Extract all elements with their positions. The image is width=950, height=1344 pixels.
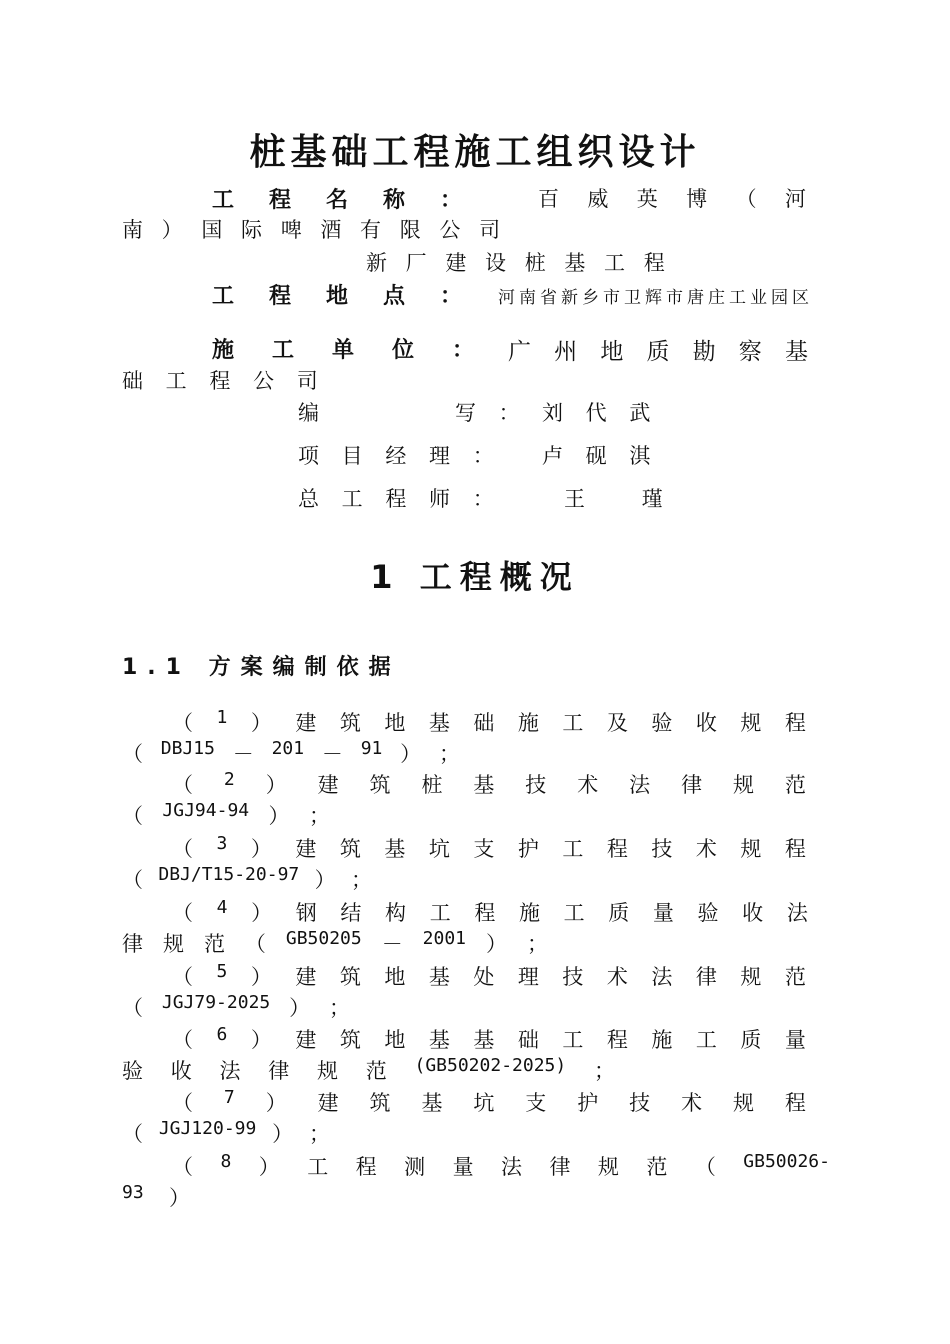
basis-token: 护 <box>517 837 539 861</box>
basis-item-line1 <box>172 897 808 927</box>
basis-token: － <box>381 932 403 956</box>
basis-token: 基 <box>473 1028 495 1052</box>
basis-item-line2 <box>122 928 548 958</box>
basis-token: 钢 <box>295 901 317 925</box>
contractor-value-line1: 广 州 地 质 勘 察 基 <box>508 339 808 365</box>
basis-token: GB50026- <box>743 1151 830 1172</box>
basis-token: － <box>232 742 254 766</box>
basis-token: 础 <box>517 1028 539 1052</box>
basis-token: 程 <box>474 901 496 925</box>
basis-token: ） <box>486 932 507 956</box>
basis-token: 施 <box>651 1028 673 1052</box>
basis-token: 验 <box>697 901 719 925</box>
basis-token: 结 <box>340 901 362 925</box>
basis-token: ） <box>289 996 311 1020</box>
basis-token: 收 <box>742 901 764 925</box>
basis-token: 程 <box>355 1155 377 1179</box>
basis-token: 筑 <box>339 1028 361 1052</box>
subsection-heading: 1.1 方案编制依据 <box>122 655 401 680</box>
project-name-value-line1: 百 威 英 博 （ 河 <box>538 187 806 211</box>
basis-token: 工 <box>562 1028 584 1052</box>
basis-token: ） <box>169 1186 190 1210</box>
basis-token: ） <box>250 965 272 989</box>
basis-token: 3 <box>216 833 228 854</box>
basis-token: 施 <box>518 901 540 925</box>
basis-token: 质 <box>608 901 630 925</box>
basis-item-line1 <box>172 1151 830 1181</box>
basis-token: （ <box>122 804 143 828</box>
basis-token: 2001 <box>422 928 467 949</box>
basis-item-line1 <box>172 961 806 991</box>
basis-token: ； <box>350 868 372 892</box>
chief-engineer-label: 总 工 程 师 ： <box>298 487 502 511</box>
basis-token: 规 <box>317 1059 338 1083</box>
basis-token: 规 <box>732 773 754 797</box>
basis-token: （ <box>172 1028 193 1052</box>
basis-token: 护 <box>577 1091 599 1115</box>
basis-token: 桩 <box>421 773 443 797</box>
basis-token: 律 <box>549 1155 571 1179</box>
basis-token: （ <box>244 932 266 956</box>
basis-token: － <box>321 742 343 766</box>
basis-token: （ <box>122 742 143 766</box>
chief-engineer-value: 王 瑾 <box>564 487 669 511</box>
basis-token: 建 <box>295 837 317 861</box>
basis-token: 范 <box>646 1155 668 1179</box>
section-heading: 1 工程概况 <box>370 558 580 596</box>
basis-token: 验 <box>122 1059 143 1083</box>
basis-token: 基 <box>384 837 406 861</box>
pm-label: 项 目 经 理 ： <box>298 444 502 468</box>
project-name-value-line2: 南 ） 国 际 啤 酒 有 限 公 司 <box>122 218 507 242</box>
basis-token: ） <box>314 868 336 892</box>
basis-token: （ <box>172 837 193 861</box>
basis-token: 4 <box>216 897 228 918</box>
project-location-value: 河南省新乡市卫辉市唐庄工业园区 <box>498 288 813 308</box>
basis-token: JGJ120-99 <box>158 1118 257 1139</box>
basis-token: 法 <box>219 1059 241 1083</box>
basis-token: 术 <box>577 773 599 797</box>
basis-token: ； <box>526 932 548 956</box>
basis-token: 收 <box>695 711 717 735</box>
basis-token: 基 <box>473 773 495 797</box>
basis-token: ） <box>250 711 272 735</box>
basis-token: 律 <box>695 965 717 989</box>
basis-token: ） <box>250 837 272 861</box>
basis-token: 基 <box>421 1091 443 1115</box>
basis-token: 建 <box>295 965 317 989</box>
basis-token: DBJ15 <box>160 738 215 759</box>
basis-token: ； <box>308 1122 330 1146</box>
basis-token: 地 <box>384 1028 406 1052</box>
basis-token: GB50205 <box>285 928 362 949</box>
basis-token: ） <box>258 1155 280 1179</box>
basis-token: 技 <box>525 773 547 797</box>
basis-token: 收 <box>170 1059 192 1083</box>
basis-token: 范 <box>203 932 225 956</box>
basis-token: 理 <box>517 965 539 989</box>
basis-token: 量 <box>784 1028 806 1052</box>
basis-token: 91 <box>360 738 383 759</box>
project-name-label: 工 程 名 称 ： <box>212 188 462 213</box>
basis-token: 质 <box>740 1028 762 1052</box>
basis-token: 程 <box>606 837 628 861</box>
basis-token: （ <box>172 1091 193 1115</box>
basis-token: （ <box>122 1122 143 1146</box>
basis-token: 术 <box>681 1091 703 1115</box>
basis-token: 术 <box>606 965 628 989</box>
author-label-tail: 写 ： <box>455 401 528 425</box>
basis-token: 地 <box>384 711 406 735</box>
basis-token: ； <box>593 1059 615 1083</box>
basis-token: 8 <box>220 1151 232 1172</box>
project-location-label: 工 程 地 点 ： <box>212 284 462 309</box>
basis-token: 法 <box>629 773 651 797</box>
basis-token: 规 <box>740 965 762 989</box>
basis-token: 筑 <box>339 711 361 735</box>
basis-token: 规 <box>732 1091 754 1115</box>
basis-token: 法 <box>651 965 673 989</box>
basis-token: 地 <box>384 965 406 989</box>
basis-token: 构 <box>385 901 407 925</box>
basis-token: 程 <box>784 837 806 861</box>
contractor-label: 施 工 单 位 ： <box>212 338 474 363</box>
basis-token: JGJ79-2025 <box>161 992 271 1013</box>
basis-token: （ <box>172 901 193 925</box>
basis-token: 法 <box>501 1155 523 1179</box>
basis-token: 筑 <box>339 837 361 861</box>
basis-token: （ <box>122 996 143 1020</box>
basis-token: 坑 <box>473 1091 495 1115</box>
pm-value: 卢 砚 淇 <box>542 444 659 468</box>
basis-token: 测 <box>404 1155 426 1179</box>
basis-token: ） <box>265 773 287 797</box>
basis-item-line1 <box>172 1024 806 1054</box>
basis-token: 工 <box>562 837 584 861</box>
basis-token: 技 <box>651 837 673 861</box>
basis-token: 201 <box>271 738 305 759</box>
basis-token: 程 <box>784 711 806 735</box>
basis-token: 技 <box>629 1091 651 1115</box>
basis-token: ） <box>251 901 273 925</box>
basis-item-line1 <box>172 833 806 863</box>
basis-token: （ <box>172 1155 193 1179</box>
basis-token: ） <box>268 804 290 828</box>
basis-token: （ <box>122 868 143 892</box>
basis-token: 律 <box>122 932 143 956</box>
basis-token: ； <box>308 804 330 828</box>
basis-token: 技 <box>562 965 584 989</box>
basis-token: 验 <box>651 711 673 735</box>
basis-token: 工 <box>695 1028 717 1052</box>
document-title: 桩基础工程施工组织设计 <box>249 132 701 173</box>
basis-item-line1 <box>172 1087 806 1117</box>
basis-token: 筑 <box>369 1091 391 1115</box>
basis-token: （ <box>172 965 193 989</box>
basis-token: 5 <box>216 961 228 982</box>
basis-token: 规 <box>597 1155 619 1179</box>
basis-token: 工 <box>307 1155 329 1179</box>
basis-token: 建 <box>295 711 317 735</box>
basis-token: 2 <box>223 769 235 790</box>
basis-token: ） <box>250 1028 272 1052</box>
basis-token: DBJ/T15-20-97 <box>158 864 300 885</box>
basis-token: 础 <box>473 711 495 735</box>
basis-token: 律 <box>268 1059 290 1083</box>
basis-token: ） <box>265 1091 287 1115</box>
basis-token: 6 <box>216 1024 228 1045</box>
basis-token: （ <box>172 711 193 735</box>
basis-token: 律 <box>681 773 703 797</box>
basis-token: （ <box>694 1155 716 1179</box>
basis-token: 规 <box>740 711 762 735</box>
basis-token: 基 <box>428 711 450 735</box>
basis-token: 工 <box>562 711 584 735</box>
basis-token: 范 <box>784 773 806 797</box>
basis-token: ； <box>329 996 350 1020</box>
basis-item-line1 <box>172 769 806 799</box>
basis-token: 工 <box>429 901 451 925</box>
basis-item-line2 <box>122 1118 330 1148</box>
basis-token: 93 <box>122 1182 144 1203</box>
author-label: 编 <box>298 401 319 425</box>
project-name-value-line3: 新 厂 建 设 桩 基 工 程 <box>366 251 671 275</box>
contractor-value-line2: 础 工 程 公 司 <box>122 369 326 393</box>
basis-token: 法 <box>786 901 808 925</box>
basis-token: 基 <box>428 965 450 989</box>
basis-token: 建 <box>317 773 339 797</box>
basis-token: 规 <box>740 837 762 861</box>
basis-token: 工 <box>563 901 585 925</box>
basis-token: 量 <box>452 1155 474 1179</box>
basis-token: ） <box>400 742 422 766</box>
basis-token: ； <box>438 742 460 766</box>
basis-token: 筑 <box>369 773 391 797</box>
basis-token: 术 <box>695 837 717 861</box>
basis-item-line2 <box>122 864 372 894</box>
author-value: 刘 代 武 <box>542 401 659 425</box>
basis-token: 1 <box>216 707 228 728</box>
basis-token: 规 <box>162 932 184 956</box>
basis-item-line2 <box>122 1182 190 1212</box>
basis-token: ） <box>272 1122 294 1146</box>
basis-token: 建 <box>295 1028 317 1052</box>
basis-token: 筑 <box>339 965 361 989</box>
basis-item-line1 <box>172 707 806 737</box>
basis-token: 程 <box>784 1091 806 1115</box>
basis-item-line2 <box>122 992 350 1022</box>
basis-token: (GB50202-2025) <box>414 1055 567 1076</box>
basis-token: 基 <box>428 1028 450 1052</box>
basis-token: 范 <box>365 1059 387 1083</box>
basis-token: 施 <box>517 711 539 735</box>
basis-token: 坑 <box>428 837 450 861</box>
basis-item-line2 <box>122 1055 615 1085</box>
basis-token: （ <box>172 773 193 797</box>
basis-item-line2 <box>122 800 330 830</box>
basis-token: 7 <box>223 1087 235 1108</box>
basis-item-line2 <box>122 738 460 768</box>
basis-token: JGJ94-94 <box>162 800 250 821</box>
basis-token: 范 <box>784 965 806 989</box>
basis-token: 支 <box>473 837 495 861</box>
basis-token: 程 <box>606 1028 628 1052</box>
basis-token: 支 <box>525 1091 547 1115</box>
basis-token: 及 <box>606 711 628 735</box>
basis-token: 建 <box>317 1091 339 1115</box>
basis-token: 处 <box>473 965 495 989</box>
basis-token: 量 <box>652 901 674 925</box>
